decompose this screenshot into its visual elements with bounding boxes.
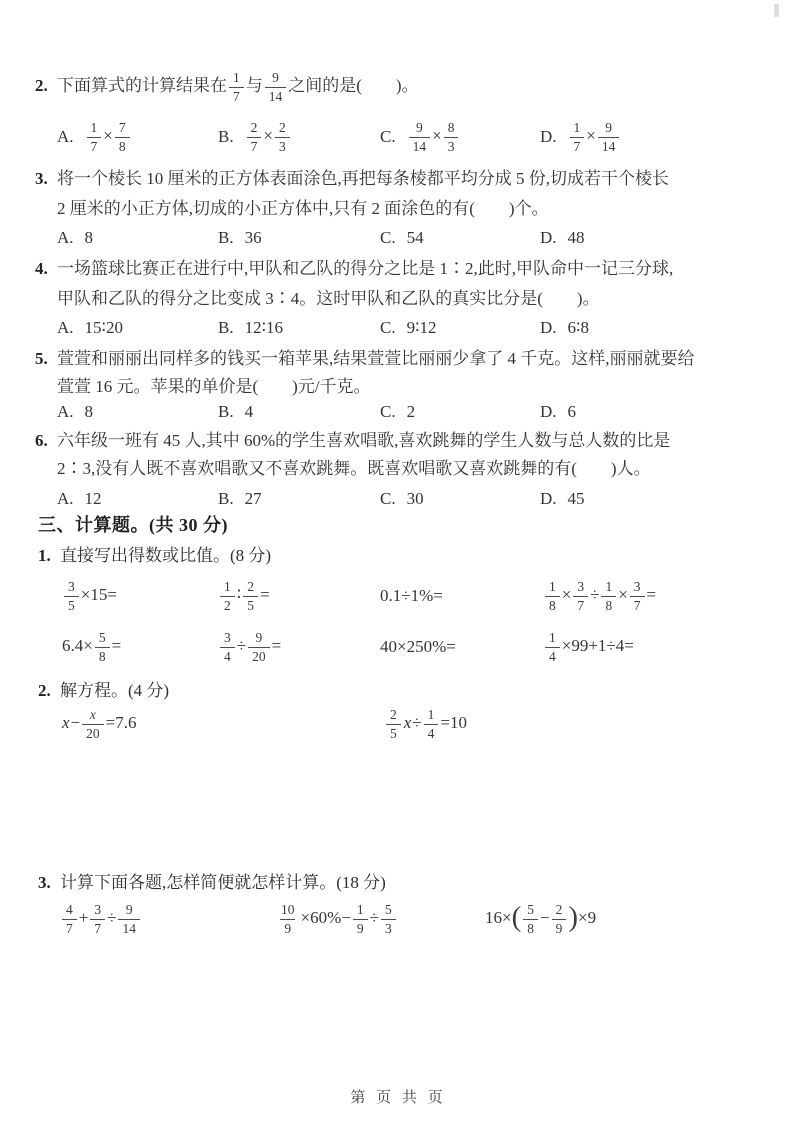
calc-expression: $\frac{3}{4}$ ÷ $\frac{9}{20}$ = <box>218 630 281 664</box>
subsection-3-title-text: 计算下面各题,怎样简便就怎样计算。(18 分) <box>60 873 386 892</box>
option-label: D. <box>540 318 557 337</box>
option-expression: $\frac{9}{14}$ × $\frac{8}{3}$ <box>407 120 461 154</box>
calc-expression: $\frac{1}{2}$ ∶ $\frac{2}{5}$ = <box>218 579 270 613</box>
option-label: C. <box>380 402 396 421</box>
question-6-stem-line-1 <box>35 426 785 456</box>
option-expression: 2 <box>406 402 416 421</box>
option-label: A. <box>57 489 74 508</box>
question-5-options <box>0 396 793 428</box>
calc-expression: 0.1÷1%= <box>380 586 443 605</box>
question-6-option-b <box>218 489 262 509</box>
simplify-expression: 16×( $\frac{5}{8}$ − $\frac{2}{9}$ )×9 <box>485 900 597 936</box>
question-3-stem-line-1 <box>35 164 785 194</box>
subsection-3-number: 3. <box>38 873 51 892</box>
question-4-options <box>0 312 793 344</box>
question-4-stem-text: 甲队和乙队的得分之比变成 3∶4。这时甲队和乙队的真实比分是( )。 <box>57 289 600 308</box>
option-label: D. <box>540 228 557 247</box>
question-3-stem-text: 将一个棱长 10 厘米的正方体表面涂色,再把每条棱都平均分成 5 份,切成若干个棱长 <box>57 169 669 188</box>
question-2-options <box>0 110 793 164</box>
question-5-stem-line-1 <box>35 344 785 374</box>
question-2-option-b <box>218 120 292 154</box>
option-expression: 6 <box>567 402 577 421</box>
option-label: D. <box>540 127 557 146</box>
question-4-stem-line-1 <box>35 254 785 284</box>
option-expression: 36 <box>244 228 262 247</box>
option-expression: 48 <box>567 228 585 247</box>
question-5-option-d <box>540 402 576 422</box>
question-2-option-c <box>380 120 460 154</box>
option-expression: 12∶16 <box>244 318 284 337</box>
question-2-stem <box>35 70 785 104</box>
question-3-number: 3. <box>35 169 48 188</box>
calc-expression: $\frac{1}{8}$ × $\frac{3}{7}$ ÷ $\frac{1}{8}$ × $\frac{3}{7}$ = <box>543 579 656 613</box>
subsection-1-title <box>38 541 271 566</box>
option-label: A. <box>57 228 74 247</box>
option-expression: 30 <box>406 489 424 508</box>
question-5-option-a <box>57 402 93 422</box>
option-label: C. <box>380 489 396 508</box>
option-expression: 15∶20 <box>84 318 123 337</box>
option-expression: 45 <box>567 489 585 508</box>
question-2-number: 2. <box>35 75 48 95</box>
option-label: B. <box>218 228 234 247</box>
simplify-row <box>0 890 793 948</box>
question-6-option-d <box>540 489 585 509</box>
option-label: D. <box>540 402 557 421</box>
calc-expression: $\frac{3}{5}$ ×15= <box>62 579 117 613</box>
question-3-options <box>0 222 793 254</box>
option-label: D. <box>540 489 557 508</box>
question-6-option-a <box>57 489 102 509</box>
subsection-2-number: 2. <box>38 681 51 700</box>
question-2-option-d <box>540 120 621 154</box>
option-expression: 8 <box>84 228 94 247</box>
option-label: A. <box>57 127 74 146</box>
question-3-option-b <box>218 228 262 248</box>
option-expression: 54 <box>406 228 424 247</box>
scan-artifact <box>774 4 779 17</box>
question-5-stem-text: 萱萱 16 元。苹果的单价是( )元/千克。 <box>57 377 371 396</box>
option-expression: 9∶12 <box>406 318 437 337</box>
calc-expression: 6.4× $\frac{5}{8}$ = <box>62 629 122 664</box>
option-label: C. <box>380 318 396 337</box>
question-6-number: 6. <box>35 431 48 450</box>
question-5-number: 5. <box>35 349 48 368</box>
option-expression: 12 <box>84 489 102 508</box>
question-4-option-d <box>540 318 589 338</box>
question-3-stem-text: 2 厘米的小正方体,切成的小正方体中,只有 2 面涂色的有( )个。 <box>57 199 549 218</box>
direct-calc-row-1 <box>0 569 793 623</box>
option-label: C. <box>380 127 396 146</box>
question-6-stem-line-2 <box>35 454 793 484</box>
option-label: B. <box>218 402 234 421</box>
page-footer: 第 页 共 页 <box>350 1090 443 1106</box>
question-2-option-a <box>57 120 132 154</box>
equation: $\frac{2}{5}$ x÷ $\frac{1}{4}$ =10 <box>384 707 467 741</box>
option-expression: $\frac{1}{7}$ × $\frac{7}{8}$ <box>85 120 132 154</box>
option-expression: 4 <box>244 402 254 421</box>
option-expression: $\frac{2}{7}$ × $\frac{2}{3}$ <box>245 120 292 154</box>
question-5-option-c <box>380 402 415 422</box>
equations-row <box>0 696 793 752</box>
equation: x− $\frac{x}{20}$ =7.6 <box>62 706 137 741</box>
option-label: B. <box>218 489 234 508</box>
option-label: C. <box>380 228 396 247</box>
option-label: A. <box>57 402 74 421</box>
question-4-option-b <box>218 318 283 338</box>
subsection-2-title-text: 解方程。(4 分) <box>60 681 170 700</box>
section-3-title: 三、计算题。(共 30 分) <box>38 515 228 535</box>
option-label: B. <box>218 318 234 337</box>
option-expression: $\frac{1}{7}$ × $\frac{9}{14}$ <box>568 120 622 154</box>
question-3-option-d <box>540 228 585 248</box>
question-4-stem-line-2 <box>35 284 793 314</box>
question-3-option-a <box>57 228 93 248</box>
option-expression: 8 <box>84 402 94 421</box>
question-4-option-c <box>380 318 437 338</box>
option-label: A. <box>57 318 74 337</box>
option-expression: 27 <box>244 489 262 508</box>
question-6-stem-text: 六年级一班有 45 人,其中 60%的学生喜欢唱歌,喜欢跳舞的学生人数与总人数的比是 <box>57 431 671 450</box>
direct-calc-row-2 <box>0 620 793 674</box>
question-6-stem-text: 2∶3,没有人既不喜欢唱歌又不喜欢跳舞。既喜欢唱歌又喜欢跳舞的有( )人。 <box>57 459 651 478</box>
question-4-number: 4. <box>35 259 48 278</box>
simplify-expression: $\frac{10}{9}$ ×60%− $\frac{1}{9}$ ÷ $\frac{5}{3}$ <box>275 902 398 936</box>
question-5-option-b <box>218 402 253 422</box>
option-expression: 6∶8 <box>567 318 589 337</box>
calc-expression: 40×250%= <box>380 637 456 656</box>
question-5-stem-text: 萱萱和丽丽出同样多的钱买一箱苹果,结果萱萱比丽丽少拿了 4 千克。这样,丽丽就要给 <box>57 349 695 368</box>
question-4-option-a <box>57 318 123 338</box>
calc-expression: $\frac{1}{4}$ ×99+1÷4= <box>543 630 634 664</box>
option-label: B. <box>218 127 234 146</box>
question-3-stem-line-2 <box>35 194 793 224</box>
question-3-option-c <box>380 228 424 248</box>
subsection-1-number: 1. <box>38 546 51 565</box>
subsection-1-title-text: 直接写出得数或比值。(8 分) <box>60 546 272 565</box>
question-4-stem-text: 一场篮球比赛正在进行中,甲队和乙队的得分之比是 1∶2,此时,甲队命中一记三分球, <box>57 259 674 278</box>
question-6-option-c <box>380 489 424 509</box>
simplify-expression: $\frac{4}{7}$ + $\frac{3}{7}$ ÷ $\frac{9}{14}$ <box>60 902 142 936</box>
question-2-stem-text: 下面算式的计算结果在 $\frac{1}{7}$ 与 $\frac{9}{14}$ 之间的是( )。 <box>57 70 419 104</box>
